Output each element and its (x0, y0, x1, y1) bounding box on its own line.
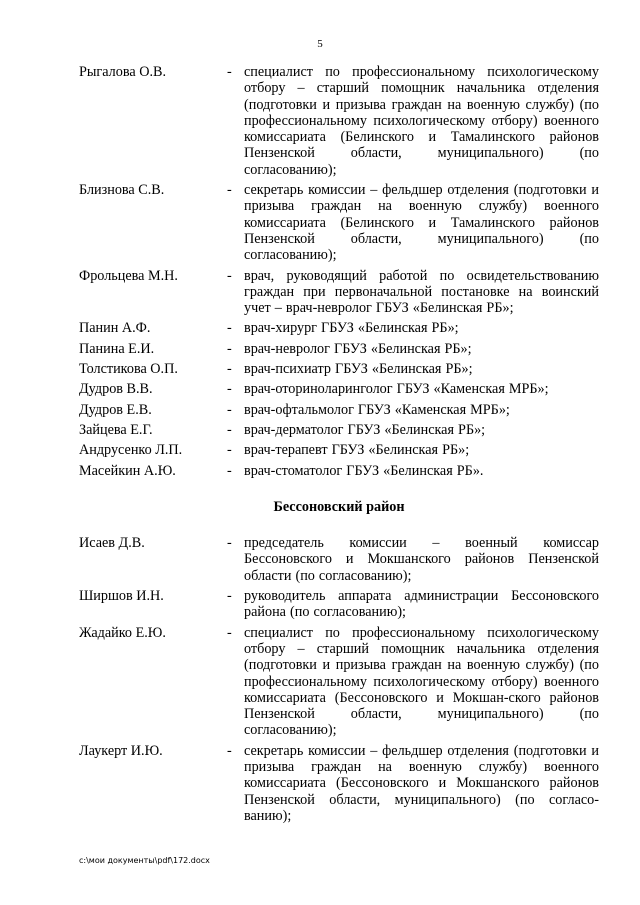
separator-dash: - (227, 588, 232, 605)
member-entry (79, 320, 599, 336)
separator-dash: - (227, 624, 232, 641)
member-entry (79, 625, 599, 739)
member-name: Рыгалова О.В. (79, 64, 166, 80)
separator-dash: - (227, 535, 232, 552)
entries-after-section (79, 535, 599, 824)
member-name: Андрусенко Л.П. (79, 442, 183, 459)
member-role: врач-психиатр ГБУЗ «Белинская РБ»; (244, 361, 473, 378)
member-name: Дудров Е.В. (79, 401, 152, 418)
separator-dash: - (227, 320, 232, 337)
member-role: специалист по профессиональному психологическому отбору – старший помощник начальника отделения (подготовки и призыва граждан на военную службу) (по профессиональному психологическому отбору) военного комиссариата (Бессоновского и Мокшан-ского районов Пензенской области, муниципального) (по согласованию); (244, 624, 599, 739)
member-entry (79, 381, 599, 397)
separator-dash: - (227, 462, 232, 479)
member-entry (79, 182, 599, 263)
separator-dash: - (227, 442, 232, 459)
member-name: Близнова С.В. (79, 182, 165, 199)
member-role: секретарь комиссии – фельдшер отделения (подготовки и призыва граждан на военную службу) военного комиссариата (Белинского и Тамалинского районов Пензенской области, муниципального) (по согласованию); (244, 182, 599, 264)
member-role: врач-оториноларинголог ГБУЗ «Каменская МРБ»; (244, 381, 549, 398)
member-role: врач-терапевт ГБУЗ «Белинская РБ»; (244, 442, 470, 459)
file-path-footer: c:\мои документы\pdf\172.docx (79, 856, 210, 865)
member-entry (79, 463, 599, 479)
member-name: Фрольцева М.Н. (79, 267, 178, 284)
member-entry (79, 402, 599, 418)
entries-before-section (79, 64, 599, 479)
separator-dash: - (227, 401, 232, 418)
member-name: Масейкин А.Ю. (79, 462, 176, 479)
member-entry (79, 341, 599, 357)
member-role: врач, руководящий работой по освидетельствованию граждан при первоначальной постановке на воинский учет – врач-невролог ГБУЗ «Белинская РБ»; (244, 267, 599, 317)
separator-dash: - (227, 421, 232, 438)
member-entry (79, 442, 599, 458)
separator-dash: - (227, 267, 232, 284)
member-name: Исаев Д.В. (79, 535, 145, 552)
member-entry (79, 588, 599, 621)
separator-dash: - (227, 64, 232, 80)
page-number: 5 (317, 38, 323, 50)
section-heading: Бессоновский район (273, 498, 405, 515)
member-name: Дудров В.В. (79, 381, 153, 398)
member-entry (79, 422, 599, 438)
member-name: Лаукерт И.Ю. (79, 742, 163, 759)
member-role: врач-невролог ГБУЗ «Белинская РБ»; (244, 340, 472, 357)
member-entry (79, 743, 599, 824)
member-role: специалист по профессиональному психологическому отбору – старший помощник начальника отделения (подготовки и призыва граждан на военную службу) (по профессиональному психологическому отбору) военного комиссариата (Белинского и Тамалинского районов Пензенской области, муниципального) (по согласованию); (244, 64, 599, 178)
member-name: Панина Е.И. (79, 340, 155, 357)
member-entry (79, 361, 599, 377)
member-name: Ширшов И.Н. (79, 588, 164, 605)
member-role: руководитель аппарата администрации Бессоновского района (по согласованию); (244, 588, 599, 621)
member-entry (79, 535, 599, 584)
member-entry (79, 268, 599, 317)
member-entry (79, 64, 599, 178)
member-role: врач-хирург ГБУЗ «Белинская РБ»; (244, 320, 459, 337)
separator-dash: - (227, 182, 232, 199)
member-role: врач-дерматолог ГБУЗ «Белинская РБ»; (244, 421, 486, 438)
separator-dash: - (227, 340, 232, 357)
member-name: Панин А.Ф. (79, 320, 151, 337)
member-name: Зайцева Е.Г. (79, 421, 153, 438)
member-name: Толстикова О.П. (79, 361, 178, 378)
members-list (79, 64, 599, 828)
member-role: секретарь комиссии – фельдшер отделения (подготовки и призыва граждан на военную службу) военного комиссариата (Бессоновского и Мокшанского районов Пензенской области, муниципального) (по согласо-ванию); (244, 742, 599, 824)
member-role: председатель комиссии – военный комиссар Бессоновского и Мокшанского районов Пензенской области (по согласованию); (244, 535, 599, 584)
separator-dash: - (227, 361, 232, 378)
member-name: Жадайко Е.Ю. (79, 624, 166, 641)
separator-dash: - (227, 742, 232, 759)
separator-dash: - (227, 381, 232, 398)
member-role: врач-стоматолог ГБУЗ «Белинская РБ». (244, 462, 484, 479)
member-role: врач-офтальмолог ГБУЗ «Каменская МРБ»; (244, 401, 510, 418)
